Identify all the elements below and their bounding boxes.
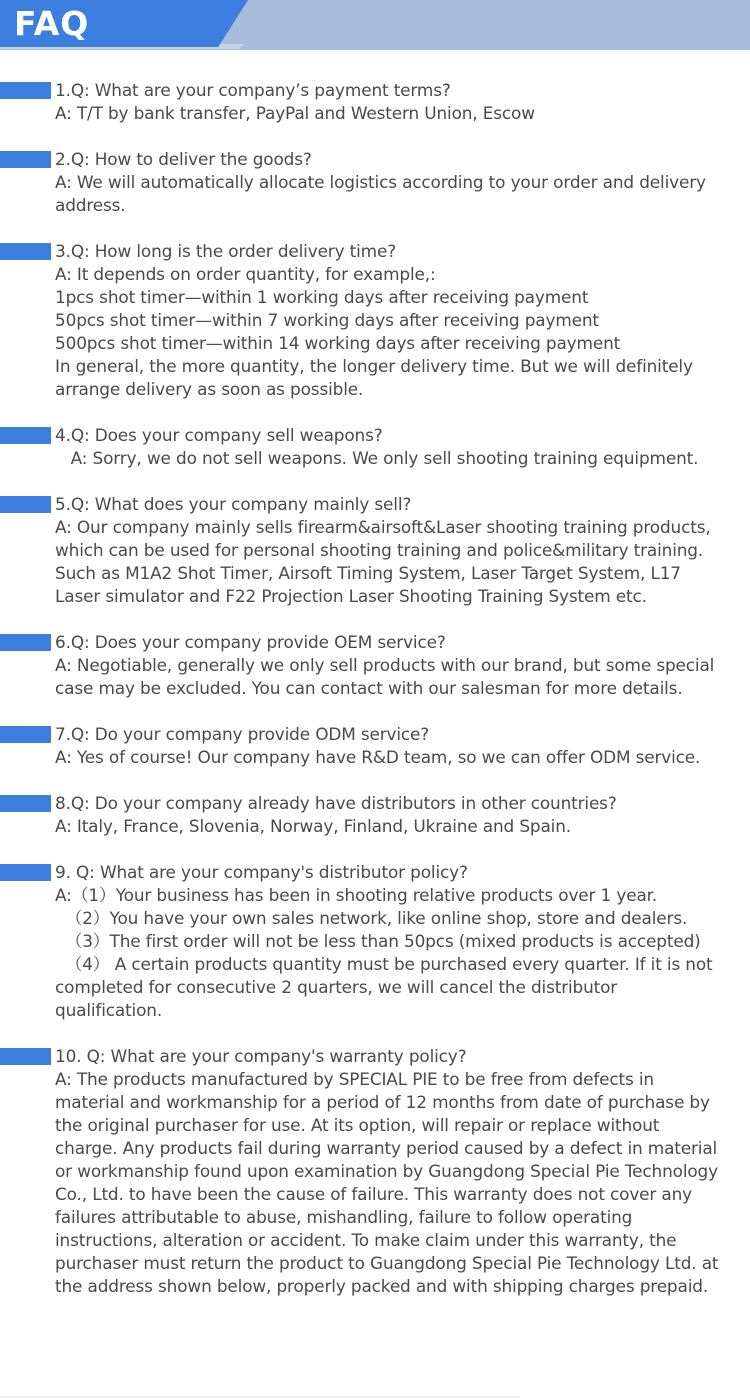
- faq-answer-line: A: Yes of course! Our company have R&D team, so we can offer ODM service.: [55, 747, 701, 767]
- faq-answer-line: A: Our company mainly sells firearm&airsoft&Laser shooting training products, which can be used for personal shooting training and police&military training. Such as M1A2 Shot Timer, Airsoft Timing System, Laser Target System, L17 Laser simulator and F22 Projection Laser Shooting Training System etc.: [55, 517, 716, 606]
- question-marker-bar: [0, 795, 51, 812]
- faq-text: [55, 493, 725, 608]
- faq-item: [0, 1045, 750, 1298]
- faq-text: [55, 631, 725, 700]
- question-marker-bar: [0, 864, 51, 881]
- faq-answer-line: A: We will automatically allocate logistics according to your order and delivery address.: [55, 172, 712, 215]
- faq-item: [0, 148, 750, 217]
- question-marker-bar: [0, 82, 51, 99]
- question-marker-bar: [0, 634, 51, 651]
- faq-question: 2.Q: How to deliver the goods?: [55, 149, 312, 169]
- faq-item: [0, 861, 750, 1022]
- question-marker-bar: [0, 243, 51, 260]
- faq-item: [0, 240, 750, 401]
- faq-spacer: [0, 700, 750, 723]
- faq-question: 3.Q: How long is the order delivery time?: [55, 241, 397, 261]
- faq-answer-line: （2）You have your own sales network, like online shop, store and dealers.: [55, 908, 688, 928]
- faq-item: [0, 493, 750, 608]
- faq-question: 5.Q: What does your company mainly sell?: [55, 494, 412, 514]
- faq-text: [55, 148, 725, 217]
- faq-spacer: [0, 608, 750, 631]
- faq-spacer: [0, 769, 750, 792]
- faq-answer-line: A: Italy, France, Slovenia, Norway, Finland, Ukraine and Spain.: [55, 816, 571, 836]
- faq-text: [55, 792, 725, 838]
- header-banner: [0, 0, 750, 50]
- faq-text: [55, 1045, 725, 1298]
- faq-text: [55, 723, 725, 769]
- faq-answer-line: 1pcs shot timer—within 1 working days after receiving payment: [55, 287, 589, 307]
- faq-question: 7.Q: Do your company provide ODM service?: [55, 724, 430, 744]
- faq-answer-line: A: The products manufactured by SPECIAL PIE to be free from defects in material and workmanship for a period of 12 months from date of purchase by the original purchaser for use. At its option, will repair or replace without charge. Any products fail during warranty period caused by a defect in material or workmanship found upon examination by Guangdong Special Pie Technology Co., Ltd. to have been the cause of failure. This warranty does not cover any failures attributable to abuse, mishandling, failure to follow operating instructions, alteration or accident. To make claim under this warranty, the purchaser must return the product to Guangdong Special Pie Technology Ltd. at the address shown below, properly packed and with shipping charges prepaid.: [55, 1069, 724, 1296]
- faq-item: [0, 631, 750, 700]
- faq-spacer: [0, 838, 750, 861]
- faq-text: [55, 424, 725, 470]
- faq-answer-line: A: It depends on order quantity, for example,:: [55, 264, 436, 284]
- faq-item: [0, 79, 750, 125]
- faq-question: 9. Q: What are your company's distributor policy?: [55, 862, 468, 882]
- faq-list: [0, 79, 750, 1298]
- faq-spacer: [0, 401, 750, 424]
- page-title: FAQ: [14, 4, 90, 43]
- faq-item: [0, 723, 750, 769]
- faq-question: 6.Q: Does your company provide OEM service?: [55, 632, 446, 652]
- faq-answer-line: （4） A certain products quantity must be purchased every quarter. If it is not completed for consecutive 2 quarters, we will cancel the distributor qualification.: [55, 954, 718, 1020]
- faq-spacer: [0, 1022, 750, 1045]
- faq-text: [55, 240, 725, 401]
- faq-question: 4.Q: Does your company sell weapons?: [55, 425, 383, 445]
- question-marker-bar: [0, 1048, 51, 1065]
- faq-answer-line: 50pcs shot timer—within 7 working days after receiving payment: [55, 310, 599, 330]
- faq-item: [0, 424, 750, 470]
- question-marker-bar: [0, 726, 51, 743]
- faq-text: [55, 861, 725, 1022]
- faq-question: 1.Q: What are your company’s payment terms?: [55, 80, 451, 100]
- faq-question: 8.Q: Do your company already have distributors in other countries?: [55, 793, 617, 813]
- faq-question: 10. Q: What are your company's warranty policy?: [55, 1046, 467, 1066]
- faq-spacer: [0, 470, 750, 493]
- faq-text: [55, 79, 725, 125]
- bottom-divider: [0, 1396, 520, 1398]
- faq-answer-line: （3）The first order will not be less than 50pcs (mixed products is accepted): [55, 931, 701, 951]
- question-marker-bar: [0, 427, 51, 444]
- question-marker-bar: [0, 151, 51, 168]
- faq-answer-line: In general, the more quantity, the longer delivery time. But we will definitely arrange delivery as soon as possible.: [55, 356, 699, 399]
- faq-answer-line: A: Sorry, we do not sell weapons. We only sell shooting training equipment.: [55, 448, 699, 468]
- faq-answer-line: A: Negotiable, generally we only sell products with our brand, but some special case may be excluded. You can contact with our salesman for more details.: [55, 655, 720, 698]
- faq-spacer: [0, 217, 750, 240]
- faq-item: [0, 792, 750, 838]
- faq-answer-line: 500pcs shot timer—within 14 working days after receiving payment: [55, 333, 621, 353]
- faq-spacer: [0, 125, 750, 148]
- question-marker-bar: [0, 496, 51, 513]
- faq-answer-line: A: T/T by bank transfer, PayPal and Western Union, Escow: [55, 103, 535, 123]
- faq-answer-line: A:（1）Your business has been in shooting relative products over 1 year.: [55, 885, 658, 905]
